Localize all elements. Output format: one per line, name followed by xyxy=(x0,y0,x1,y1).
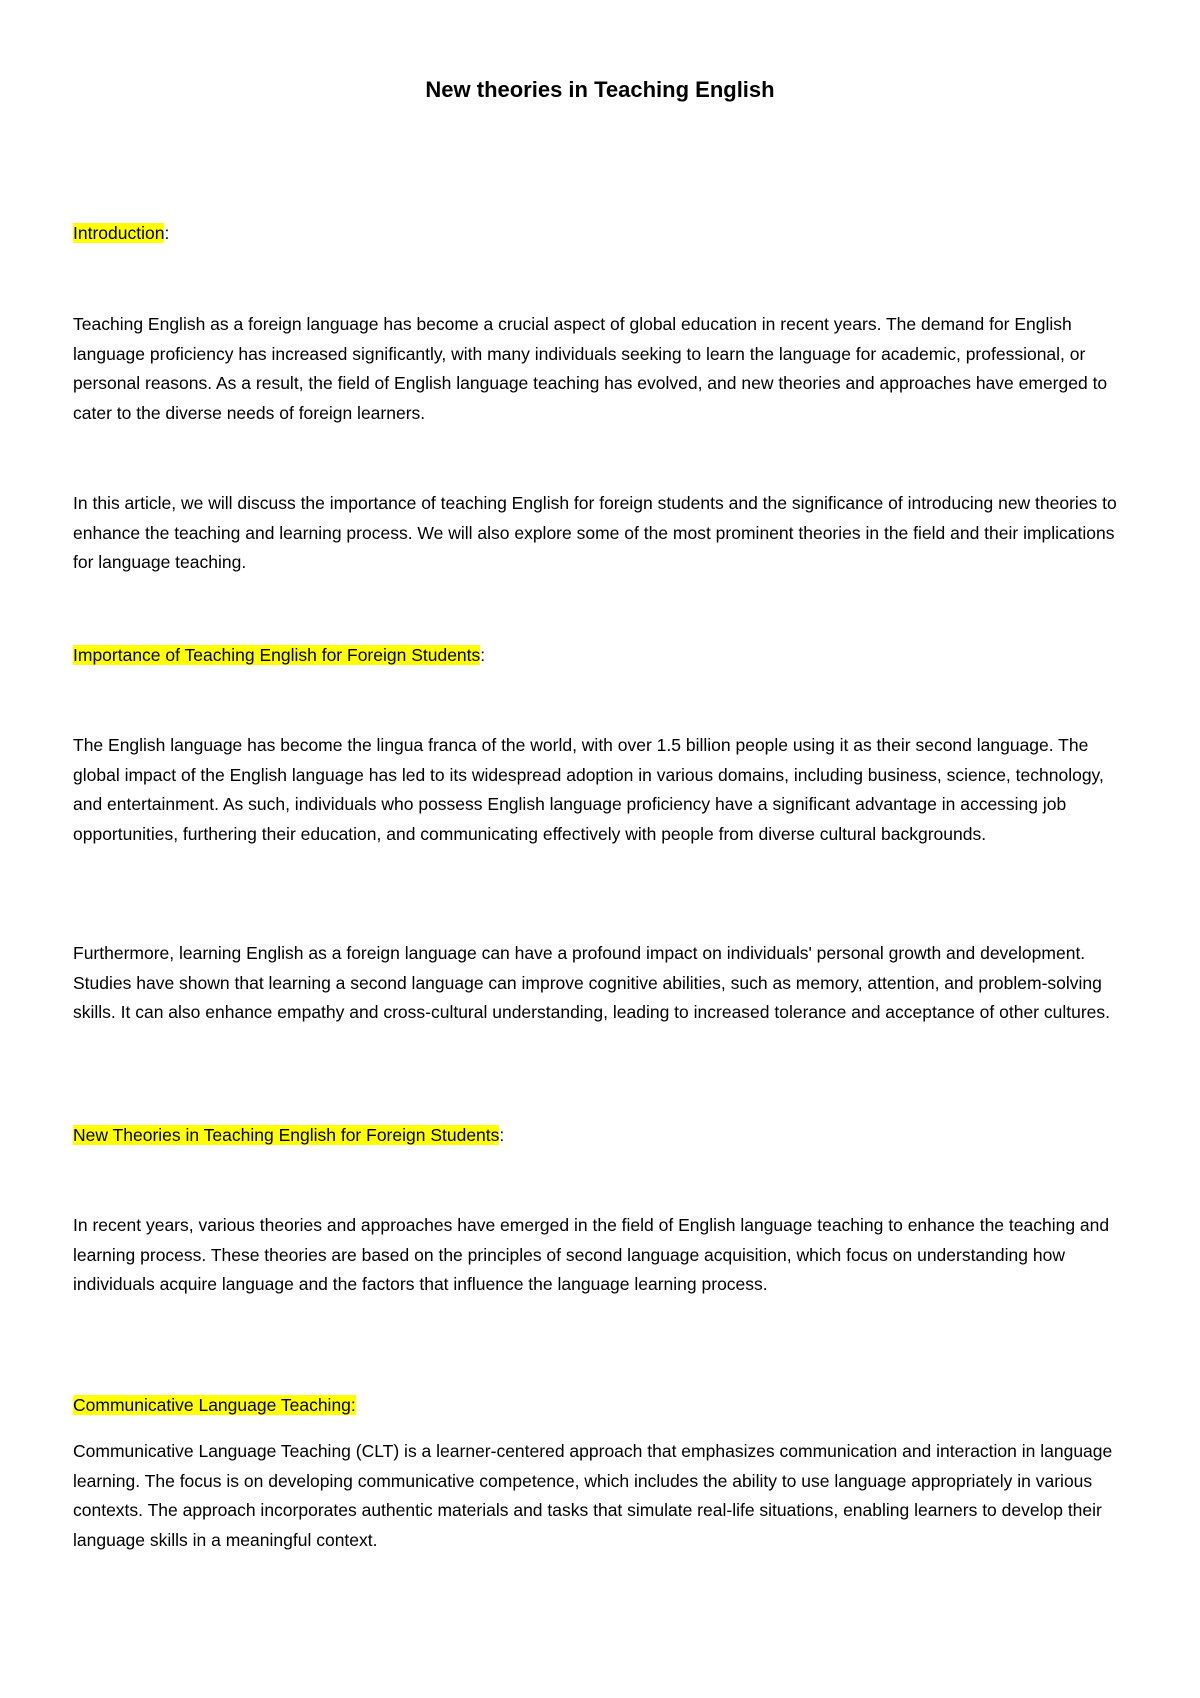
paragraph-importance-2: Furthermore, learning English as a foreign language can have a profound impact on individuals' personal growth and development. Studies have shown that learning a second language can improve cognitive abilities, such as memory, attention, and problem-solving skills. It can also enhance empathy and cross-cultural understanding, leading to increased tolerance and acceptance of other cultures. xyxy=(73,943,1111,1022)
section-heading-new-theories: New Theories in Teaching English for Foreign Students: xyxy=(73,1125,505,1145)
paragraph-new-theories-1: In recent years, various theories and approaches have emerged in the field of English language teaching to enhance the teaching and learning process. These theories are based on the principles of second language acquisition, which focus on understanding how individuals acquire language and the factors that influence the language learning process. xyxy=(73,1215,1110,1294)
paragraph-importance-1: The English language has become the lingua franca of the world, with over 1.5 billion people using it as their second language. The global impact of the English language has led to its widespread adoption in various domains, including business, science, technology, and entertainment. As such, individuals who possess English language proficiency have a significant advantage in accessing job opportunities, furthering their education, and communicating effectively with people from diverse cultural backgrounds. xyxy=(73,735,1104,844)
document-title: New theories in Teaching English xyxy=(425,77,775,102)
section-heading-importance: Importance of Teaching English for Foreign Students: xyxy=(73,645,486,665)
heading-highlight: Importance of Teaching English for Foreign Students xyxy=(73,645,481,665)
section-heading-introduction: Introduction: xyxy=(73,223,170,243)
heading-highlight: New Theories in Teaching English for Foreign Students xyxy=(73,1125,500,1145)
paragraph-intro-1: Teaching English as a foreign language has become a crucial aspect of global education in recent years. The demand for English language proficiency has increased significantly, with many individuals seeking to learn the language for academic, professional, or personal reasons. As a result, the field of English language teaching has evolved, and new theories and approaches have emerged to cater to the diverse needs of foreign learners. xyxy=(73,314,1108,423)
heading-highlight: Introduction xyxy=(73,223,165,243)
paragraph-clt-1: Communicative Language Teaching (CLT) is a learner-centered approach that emphasizes communication and interaction in language learning. The focus is on developing communicative competence, which includes the ability to use language appropriately in various contexts. The approach incorporates authentic materials and tasks that simulate real-life situations, enabling learners to develop their language skills in a meaningful context. xyxy=(73,1441,1113,1550)
section-heading-clt xyxy=(73,1392,356,1418)
paragraph-intro-2: In this article, we will discuss the importance of teaching English for foreign students and the significance of introducing new theories to enhance the teaching and learning process. We will also explore some of the most prominent theories in the field and their implications for language teaching. xyxy=(73,493,1117,572)
heading-highlight: Communicative Language Teaching: xyxy=(73,1395,356,1415)
